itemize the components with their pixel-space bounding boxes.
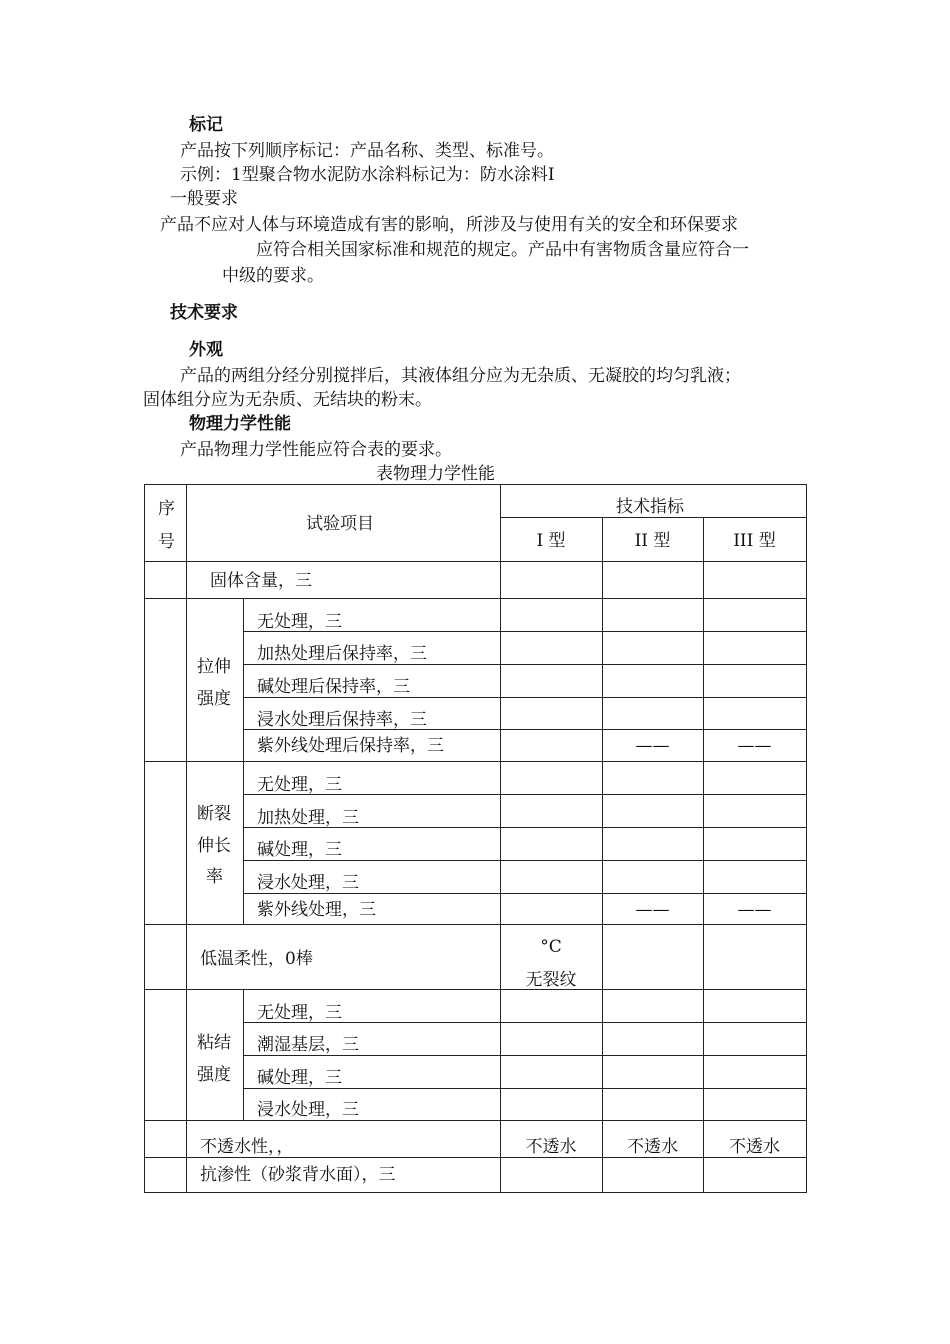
table-rule: [243, 697, 806, 698]
table-rule: [243, 664, 806, 665]
tensile-item-4: 浸水处理后保持率，三: [257, 710, 427, 730]
impermeability-type3: 不透水: [729, 1137, 780, 1157]
elongation-item-3: 碱处理，三: [257, 840, 342, 860]
table-rule: [144, 484, 145, 1193]
appearance-line-1: 产品的两组分经分别搅拌后，其液体组分应为无杂质、无凝胶的均匀乳液；: [180, 366, 741, 386]
header-type1: I 型: [536, 531, 566, 551]
general-heading: 一般要求: [170, 189, 238, 209]
marking-line-1: 产品按下列顺序标记：产品名称、类型、标准号。: [180, 141, 554, 161]
elongation-item-4: 浸水处理，三: [257, 873, 359, 893]
general-line-3: 中级的要求。: [222, 266, 324, 286]
elongation-uv-type2: ——: [635, 900, 670, 920]
table-caption: 表物理力学性能: [376, 464, 495, 484]
table-rule: [243, 1088, 806, 1089]
solid-content-label: 固体含量，三: [210, 571, 312, 591]
elongation-item-5: 紫外线处理，三: [257, 900, 376, 920]
mech-line-1: 产品物理力学性能应符合表的要求。: [180, 440, 452, 460]
table-rule: [243, 860, 806, 861]
table-rule: [602, 517, 603, 1193]
bond-item-3: 碱处理，三: [257, 1068, 342, 1088]
elongation-uv-type3: ——: [737, 900, 772, 920]
marking-line-2: 示例：1型聚合物水泥防水涂料标记为：防水涂料Ⅰ: [180, 165, 555, 185]
table-rule: [500, 484, 501, 1193]
table-rule: [144, 1157, 806, 1158]
tensile-item-2: 加热处理后保持率，三: [257, 644, 427, 664]
elongation-group-label-2: 伸长: [197, 836, 231, 856]
tensile-uv-type3: ——: [737, 736, 772, 756]
elongation-group-label-3: 率: [206, 867, 223, 887]
low-temp-type1-unit: °C: [540, 937, 562, 957]
header-index: 技术指标: [616, 497, 684, 517]
low-temp-type1-result: 无裂纹: [525, 970, 577, 990]
table-rule: [243, 598, 244, 925]
table-rule: [144, 1192, 806, 1193]
header-seq-1: 序: [158, 499, 175, 519]
general-line-2: 应符合相关国家标准和规范的规定。产品中有害物质含量应符合一: [256, 240, 749, 260]
appearance-line-2: 固体组分应为无杂质、无结块的粉末。: [143, 390, 432, 410]
elongation-item-2: 加热处理，三: [257, 808, 359, 828]
seepage-label: 抗渗性（砂浆背水面），三: [200, 1165, 396, 1185]
mech-heading: 物理力学性能: [189, 414, 291, 434]
low-temp-label: 低温柔性，0棒: [200, 949, 313, 969]
header-item: 试验项目: [306, 514, 374, 534]
elongation-group-label-1: 断裂: [197, 804, 231, 824]
bond-item-1: 无处理，三: [257, 1003, 342, 1023]
table-rule: [243, 989, 244, 1121]
appearance-heading: 外观: [189, 340, 223, 360]
table-rule: [243, 893, 806, 894]
table-rule: [703, 517, 704, 1193]
bond-group-label-2: 强度: [197, 1065, 231, 1085]
bond-item-4: 浸水处理，三: [257, 1100, 359, 1120]
bond-item-2: 潮湿基层，三: [257, 1035, 359, 1055]
impermeability-label: 不透水性，，: [200, 1137, 294, 1157]
elongation-item-1: 无处理，三: [257, 775, 342, 795]
tensile-item-5: 紫外线处理后保持率，三: [257, 736, 444, 756]
tech-heading: 技术要求: [170, 303, 238, 323]
table-rule: [144, 484, 806, 485]
tensile-item-1: 无处理，三: [257, 612, 342, 632]
tensile-group-label-1: 拉伸: [197, 657, 231, 677]
tensile-uv-type2: ——: [635, 736, 670, 756]
impermeability-type2: 不透水: [627, 1137, 678, 1157]
general-line-1: 产品不应对人体与环境造成有害的影响，所涉及与使用有关的安全和环保要求: [160, 215, 738, 235]
table-rule: [186, 484, 187, 1193]
tensile-group-label-2: 强度: [197, 689, 231, 709]
header-type3: III 型: [733, 531, 776, 551]
header-seq-2: 号: [158, 532, 175, 552]
table-rule: [243, 1055, 806, 1056]
header-type2: II 型: [634, 531, 671, 551]
tensile-item-3: 碱处理后保持率，三: [257, 677, 410, 697]
table-rule: [500, 517, 806, 518]
impermeability-type1: 不透水: [525, 1137, 577, 1157]
marking-heading: 标记: [189, 115, 223, 135]
bond-group-label-1: 粘结: [197, 1033, 231, 1053]
table-rule: [144, 561, 806, 562]
table-rule: [806, 484, 807, 1193]
